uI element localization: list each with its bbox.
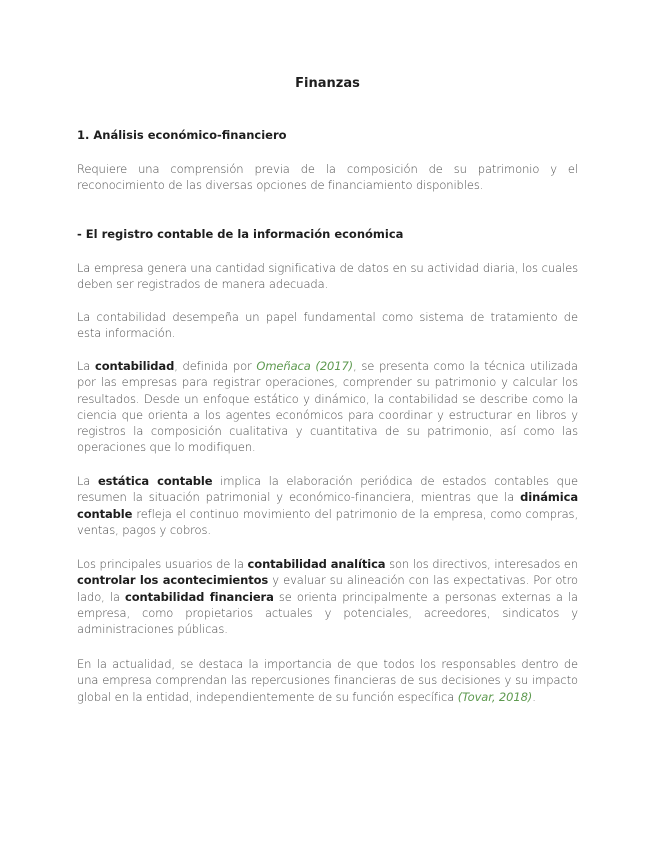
text-run: implica la elaboración periódica de estados contables que resumen la situación patrimonial y económico-financiera, mientras que la — [77, 474, 579, 505]
paragraph-usuarios — [77, 556, 578, 637]
text-run: , se presenta como la técnica utilizada por las empresas para registrar operaciones, comprender su patrimonio y calcular los resultados. Desde un enfoque estático y dinámico, la contabilidad se describe como la ciencia que orienta a los agentes económicos para coordinar y estructurar en libros y registros la composición cualitativa y cuantitativa de su patrimonio, así como las operaciones que lo modifiquen. — [77, 359, 579, 455]
citation-link[interactable]: Omeñaca (2017) — [256, 359, 354, 373]
citation-link[interactable]: (Tovar, 2018) — [457, 689, 533, 704]
bold-term: estática contable — [97, 474, 213, 488]
text-run: . — [532, 689, 536, 704]
paragraph-contabilidad — [77, 358, 578, 456]
paragraph-actualidad — [77, 656, 578, 705]
text-run: La — [77, 359, 95, 373]
text-run: En la actualidad, se destaca la importancia de que todos los responsables dentro de una empresa comprendan las repercusiones financieras de sus decisiones y su impacto global en la entidad, independientemente de su función específica — [77, 657, 578, 704]
bold-term: contabilidad analítica — [247, 557, 386, 571]
page-title: Finanzas — [295, 76, 360, 91]
text-run: refleja el continuo movimiento del patrimonio de la empresa, como compras, ventas, pagos y cobros. — [77, 506, 578, 537]
text-run: se orienta principalmente a personas externas a la empresa, como propietarios actuales y potenciales, acreedores, sindicatos y administraciones públicas. — [77, 589, 578, 637]
bold-term: dinámica contable — [77, 490, 578, 521]
text-run: La — [77, 474, 98, 488]
text-run: Los principales usuarios de la — [77, 557, 248, 571]
text-run: son los directivos, interesados en — [385, 557, 578, 571]
section-heading-analisis: 1. Análisis económico-financiero — [77, 128, 287, 142]
bold-term: controlar los acontecimientos — [77, 573, 269, 588]
paragraph-datos: La empresa genera una cantidad significativa de datos en su actividad diaria, los cuales deben ser registrados de manera adecuada. — [77, 261, 578, 292]
paragraph-intro: Requiere una comprensión previa de la composición de su patrimonio y el reconocimiento de las diversas opciones de financiamiento disponibles. — [77, 162, 578, 193]
text-run: , definida por — [174, 359, 257, 373]
paragraph-tratamiento: La contabilidad desempeña un papel fundamental como sistema de tratamiento de esta información. — [77, 310, 578, 341]
text-run: y evaluar su alineación con las expectativas. Por otro lado, la — [77, 573, 578, 604]
bold-term: contabilidad — [94, 359, 175, 373]
paragraph-estatica-dinamica — [77, 473, 578, 538]
bold-term: contabilidad financiera — [125, 589, 274, 604]
section-heading-registro-contable: - El registro contable de la información económica — [77, 227, 404, 241]
